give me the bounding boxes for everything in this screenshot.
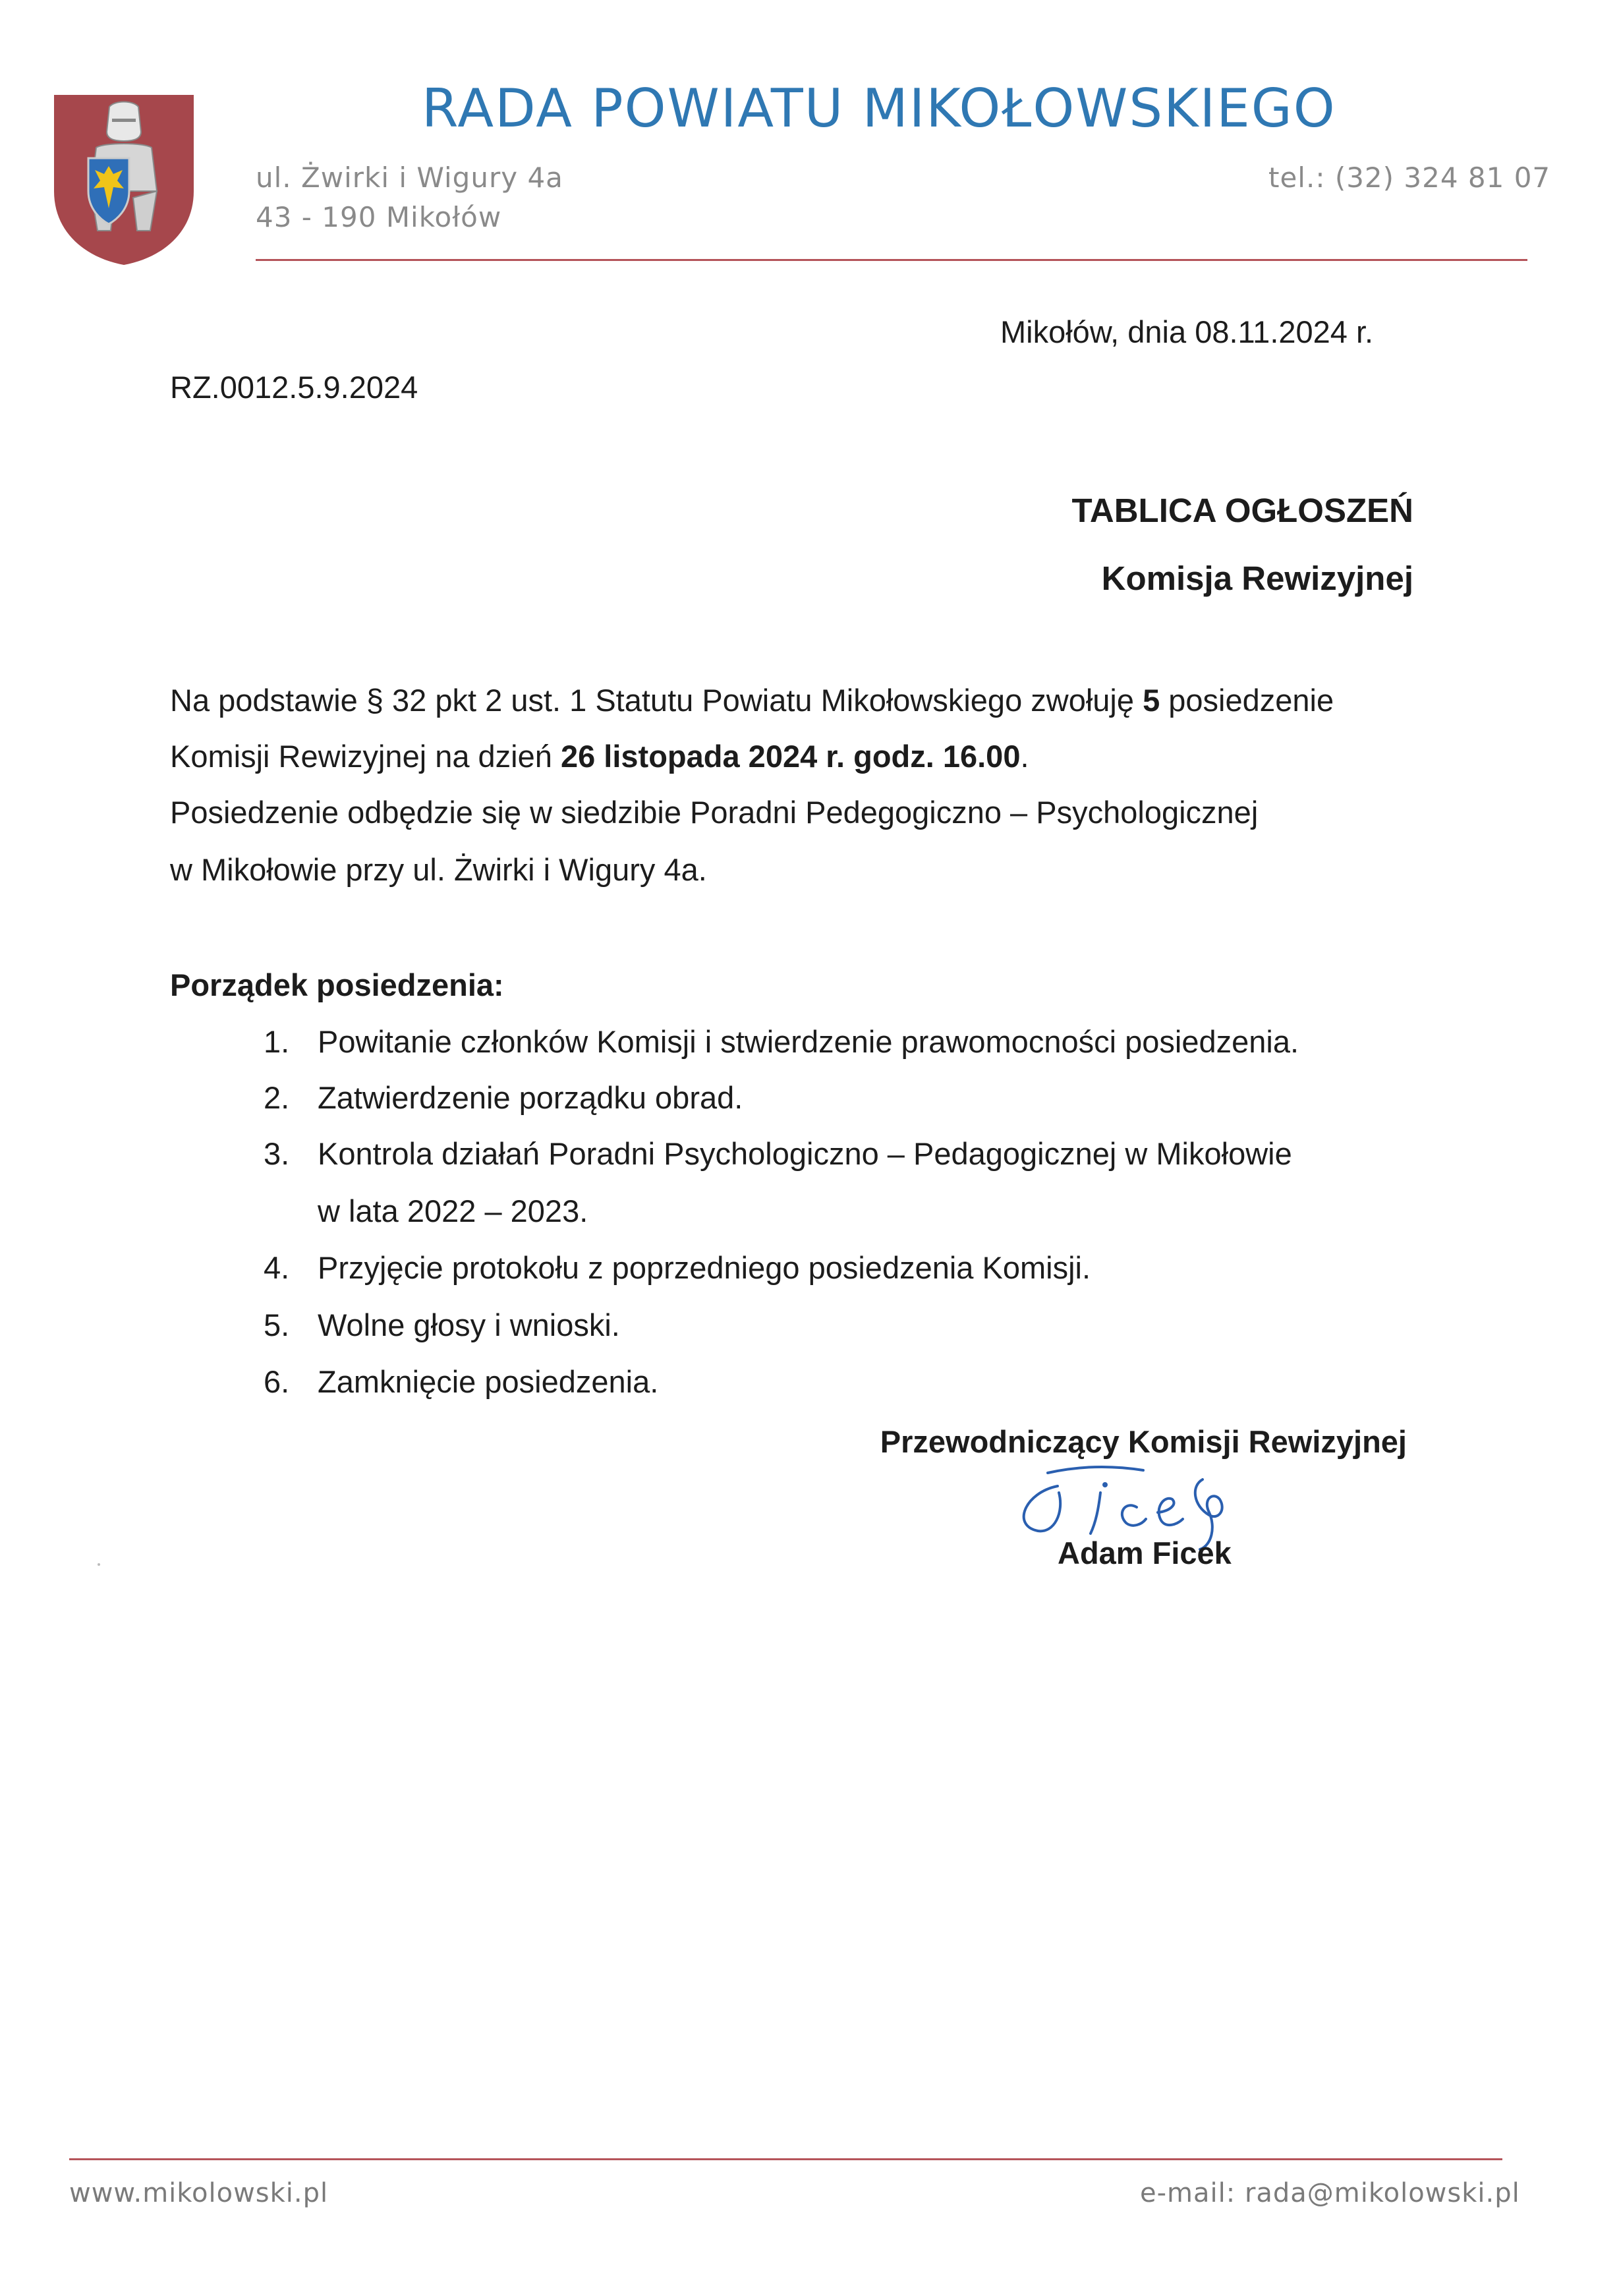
body-line-2-post: .	[1020, 739, 1029, 774]
signatory-name: Adam Ficek	[1058, 1535, 1232, 1570]
header-divider	[256, 259, 1527, 261]
footer-email: e-mail: rada@mikolowski.pl	[1140, 2178, 1520, 2208]
agenda-item-text: Wolne głosy i wnioski.	[318, 1307, 620, 1342]
body-line-2	[170, 738, 1029, 774]
body-line-1-pre: Na podstawie § 32 pkt 2 ust. 1 Statutu Powiatu Mikołowskiego zwołuję	[170, 683, 1143, 718]
agenda-item-text: Przyjęcie protokołu z poprzedniego posiedzenia Komisji.	[318, 1250, 1091, 1285]
body-line-1	[170, 682, 1334, 718]
body-line-2-pre: Komisji Rewizyjnej na dzień	[170, 739, 561, 774]
agenda-item	[264, 1079, 743, 1116]
session-number: 5	[1143, 683, 1160, 718]
phone-number: tel.: (32) 324 81 07	[1268, 161, 1551, 194]
notice-title: TABLICA OGŁOSZEŃ	[1071, 492, 1413, 529]
agenda-item	[264, 1023, 1299, 1060]
agenda-item	[264, 1249, 1091, 1286]
agenda-item-text: Zatwierdzenie porządku obrad.	[318, 1080, 743, 1115]
org-name: RADA POWIATU MIKOŁOWSKIEGO	[422, 78, 1336, 139]
footer-divider	[69, 2158, 1502, 2160]
body-line-4: w Mikołowie przy ul. Żwirki i Wigury 4a.	[170, 852, 707, 887]
agenda-item-text: Kontrola działań Poradni Psychologiczno – Pedagogicznej w Mikołowie	[318, 1136, 1292, 1171]
footer-website: www.mikolowski.pl	[69, 2178, 329, 2208]
agenda-item	[264, 1307, 620, 1343]
body-line-3: Posiedzenie odbędzie się w siedzibie Poradni Pedegogiczno – Psychologicznej	[170, 795, 1259, 830]
agenda-item-number: 1.	[264, 1024, 290, 1059]
notice-subtitle: Komisja Rewizyjnej	[1101, 560, 1413, 597]
agenda-item-number: 5.	[264, 1307, 290, 1342]
agenda-item	[264, 1135, 1292, 1172]
agenda-item-number: 6.	[264, 1364, 290, 1399]
signatory-role: Przewodniczący Komisji Rewizyjnej	[880, 1424, 1407, 1459]
date-line: Mikołów, dnia 08.11.2024 r.	[1000, 314, 1374, 349]
scan-speck	[98, 1563, 100, 1566]
agenda-item-continuation: w lata 2022 – 2023.	[318, 1193, 588, 1228]
agenda-item	[264, 1363, 658, 1400]
agenda-item-text: Powitanie członków Komisji i stwierdzenie prawomocności posiedzenia.	[318, 1024, 1299, 1059]
agenda-item-number: 3.	[264, 1136, 290, 1171]
address-street: ul. Żwirki i Wigury 4a	[256, 161, 563, 194]
session-datetime: 26 listopada 2024 r. godz. 16.00	[560, 739, 1021, 774]
agenda-heading: Porządek posiedzenia:	[170, 967, 504, 1002]
coat-of-arms-icon	[51, 92, 196, 267]
body-line-1-post: posiedzenie	[1160, 683, 1334, 718]
reference-number: RZ.0012.5.9.2024	[170, 370, 418, 405]
agenda-item-number: 4.	[264, 1250, 290, 1285]
agenda-item-text: Zamknięcie posiedzenia.	[318, 1364, 659, 1399]
address-city: 43 - 190 Mikołów	[256, 201, 502, 233]
agenda-item-number: 2.	[264, 1080, 290, 1115]
